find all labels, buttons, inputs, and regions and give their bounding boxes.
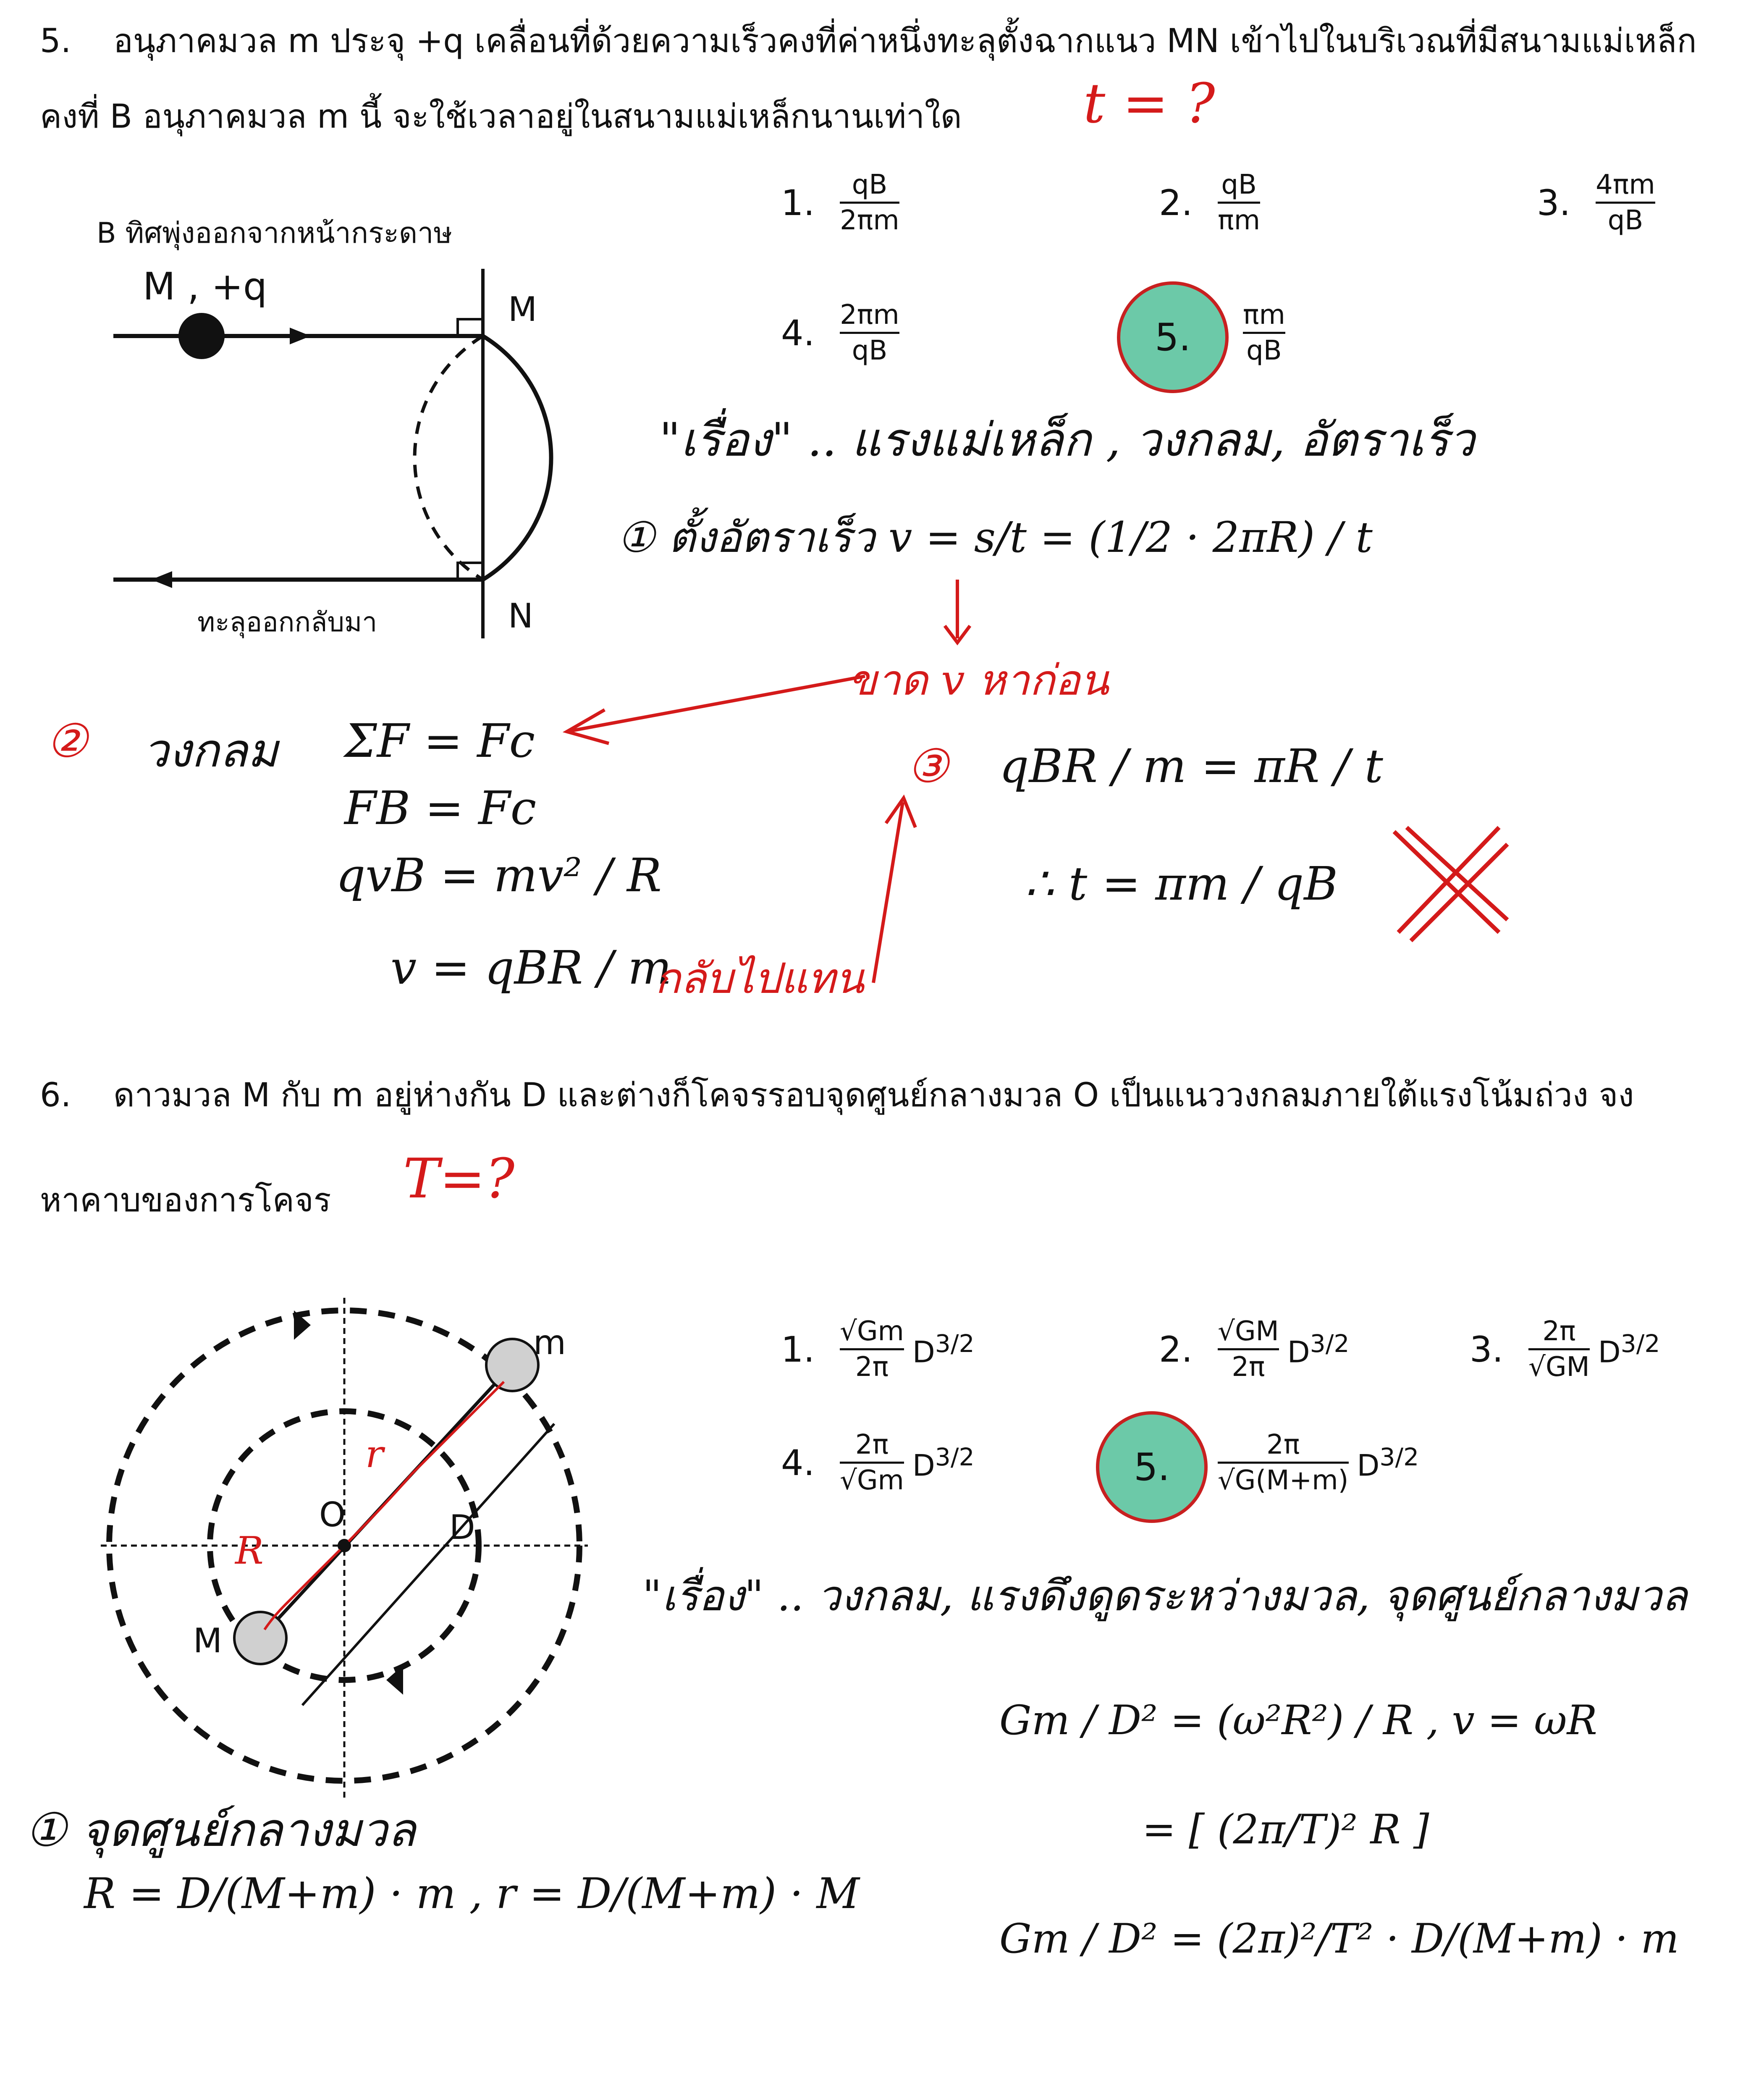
option-fraction: 4πm qB xyxy=(1596,169,1655,236)
q6-text-line1: ดาวมวล M กับ m อยู่ห่างกัน D และต่างก็โคจรรอบจุดศูนย์กลางมวล O เป็นแนววงกลมภายใต้แรงโน้มถ่วง จง xyxy=(113,1076,1634,1114)
q5-number: 5. xyxy=(40,22,71,60)
q5-step3-line-2: ∴ t = πm / qB xyxy=(1025,857,1338,911)
option-fraction: 2π √GM xyxy=(1528,1316,1590,1383)
q5-option-5[interactable] xyxy=(1243,298,1285,368)
q5-label-N: N xyxy=(508,596,533,635)
option-fraction: qB 2πm xyxy=(840,169,899,236)
q5-step2-line-4: v = qBR / m xyxy=(391,941,672,995)
q5-substitute-note: กลับไปแทน xyxy=(655,954,864,1003)
q5-step2-title: วงกลม xyxy=(143,724,278,777)
option-power: $D^{3/2}$ xyxy=(1598,1329,1660,1370)
option-number: 2. xyxy=(1159,182,1193,223)
q5-option-3[interactable] xyxy=(1537,168,1655,237)
q6-T-note: T=? xyxy=(403,1147,515,1210)
q5-step3-line-1: qBR / m = πR / t xyxy=(999,739,1383,793)
option-number: 3. xyxy=(1470,1328,1504,1370)
q6-label-R: R xyxy=(235,1529,264,1573)
option-number: 4. xyxy=(781,312,815,354)
q6-step1: ① จุดศูนย์กลางมวล xyxy=(25,1803,416,1857)
q5-t-note: t = ? xyxy=(1083,71,1215,135)
q5-step2-line-3: qvB = mv² / R xyxy=(336,848,662,902)
q5-step2-line-1: ΣF = Fc xyxy=(344,714,535,768)
q5-step2-label: ② xyxy=(46,714,88,768)
q6-option-1[interactable] xyxy=(781,1315,975,1384)
q6-orbit-diagram xyxy=(92,1285,638,1810)
q6-label-D: D xyxy=(449,1508,475,1547)
q6-label-M: M xyxy=(193,1621,223,1660)
q6-label-r: r xyxy=(365,1432,384,1476)
q6-topic: "เรื่อง" .. วงกลม, แรงดึงดูดระหว่างมวล, จุดศูนย์กลางมวล xyxy=(642,1571,1688,1620)
q6-label-O: O xyxy=(319,1495,346,1534)
option-power: $D^{3/2}$ xyxy=(912,1442,975,1483)
option-fraction: qB πm xyxy=(1218,169,1261,236)
q6-step1-eq: R = D/(M+m) · m , r = D/(M+m) · M xyxy=(84,1869,860,1918)
q5-arrow-up xyxy=(831,790,957,1000)
q5-label-M: M xyxy=(508,290,537,329)
q5-cross-mark xyxy=(1386,819,1512,945)
q5-field-caption: B ทิศพุ่งออกจากหน้ากระดาษ xyxy=(97,217,453,250)
q5-step3-label: ③ xyxy=(907,739,949,793)
option-power: $D^{3/2}$ xyxy=(912,1329,975,1370)
q6-label-m: m xyxy=(533,1323,566,1362)
option-fraction: √Gm 2π xyxy=(840,1316,904,1383)
q6-option-3[interactable] xyxy=(1470,1315,1660,1384)
q5-option-4[interactable] xyxy=(781,298,899,368)
q5-arrow-note: ขาด v หาก่อน xyxy=(848,656,1109,705)
option-fraction: πm qB xyxy=(1243,299,1285,366)
q5-topic: "เรื่อง" .. แรงแม่เหล็ก , วงกลม, อัตราเร็ว xyxy=(659,413,1475,467)
option-number: 3. xyxy=(1537,182,1571,223)
q5-answer-mark: 5. xyxy=(1117,281,1229,393)
q5-exit-caption: ทะลุออกกลับมา xyxy=(197,607,377,638)
q5-option-1[interactable] xyxy=(781,168,899,237)
q5-particle-label: M , +q xyxy=(143,265,267,309)
q6-right-line-1: Gm / D² = (ω²R²) / R , v = ωR xyxy=(999,1697,1597,1744)
q6-option-5[interactable] xyxy=(1218,1428,1419,1497)
q6-text-line2: หาคาบของการโคจร xyxy=(40,1181,331,1219)
q5-option-2[interactable] xyxy=(1159,168,1260,237)
option-power: $D^{3/2}$ xyxy=(1287,1329,1350,1370)
option-number: 4. xyxy=(781,1442,815,1483)
option-number: 1. xyxy=(781,1328,815,1370)
option-fraction: 2πm qB xyxy=(840,299,899,366)
q6-right-line-3: Gm / D² = (2π)²/T² · D/(M+m) · m xyxy=(999,1915,1679,1962)
q6-step2 xyxy=(25,2096,685,2100)
option-fraction: 2π √Gm xyxy=(840,1429,904,1496)
q5-step2-line-2: FB = Fc xyxy=(344,781,537,835)
q5-diagram xyxy=(105,260,672,659)
q6-right-line-2: = [ (2π/T)² R ] xyxy=(1142,1806,1429,1853)
option-power: $D^{3/2}$ xyxy=(1357,1442,1419,1483)
q6-number: 6. xyxy=(40,1076,71,1114)
option-number: 1. xyxy=(781,182,815,223)
q5-text-line1: อนุภาคมวล m ประจุ +q เคลื่อนที่ด้วยความเร็วคงที่ค่าหนึ่งทะลุตั้งฉากแนว MN เข้าไปในบริเวณที่มีสนามแม่เหล็ก xyxy=(113,22,1697,60)
option-fraction: √GM 2π xyxy=(1218,1316,1279,1383)
q5-arrow-left xyxy=(546,664,882,756)
option-number: 2. xyxy=(1159,1328,1193,1370)
q5-text-line2: คงที่ B อนุภาคมวล m นี้ จะใช้เวลาอยู่ในสนามแม่เหล็กนานเท่าใด xyxy=(40,98,962,136)
q6-option-4[interactable] xyxy=(781,1428,975,1497)
particle-dot xyxy=(178,313,225,359)
option-fraction: 2π √G(M+m) xyxy=(1218,1429,1349,1496)
q6-answer-mark: 5. xyxy=(1096,1411,1208,1523)
q5-step1: ① ตั้งอัตราเร็ว v = s/t = (1/2 · 2πR) / t xyxy=(617,513,1373,562)
q6-option-2[interactable] xyxy=(1159,1315,1350,1384)
